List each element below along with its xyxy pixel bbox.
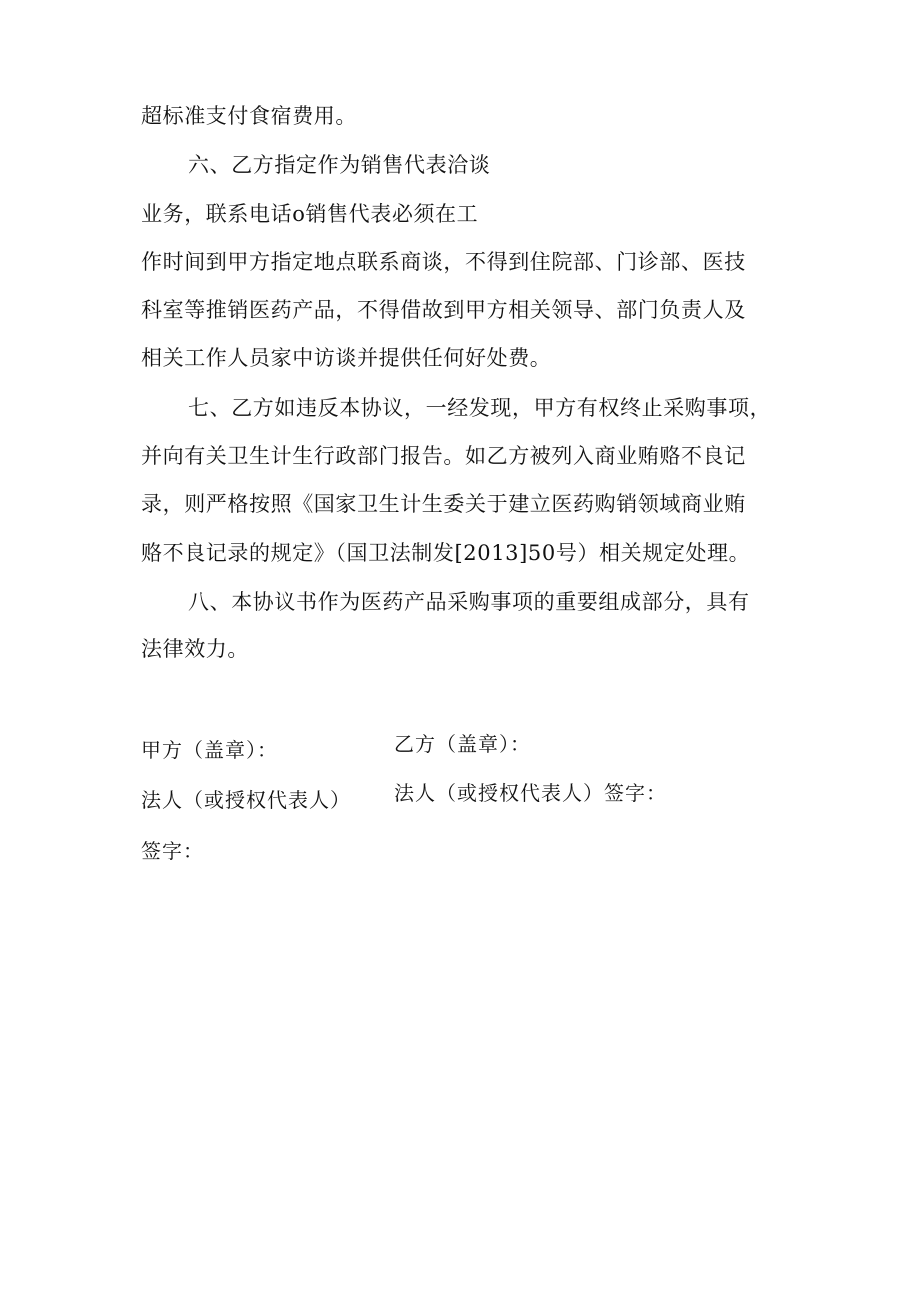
paragraph-line: 超标准支付食宿费用。 (141, 104, 357, 128)
paragraph-line: 作时间到甲方指定地点联系商谈，不得到住院部、门诊部、医技 (141, 250, 746, 274)
party-a-representative-label: 法人（或授权代表人） (141, 788, 351, 812)
paragraph-line: 并向有关卫生计生行政部门报告。如乙方被列入商业贿赂不良记 (141, 444, 746, 468)
paragraph-line: 法律效力。 (141, 637, 249, 661)
paragraph-line: 赂不良记录的规定》（国卫法制发[2013]50号）相关规定处理。 (141, 541, 751, 565)
paragraph-line: 八、本协议书作为医药产品采购事项的重要组成部分，具有 (188, 590, 750, 614)
party-b-seal-label: 乙方（盖章）： (394, 732, 531, 756)
party-a-seal-label: 甲方（盖章）： (141, 738, 278, 762)
party-a-signature-label: 签字： (141, 839, 204, 863)
paragraph-line: 七、乙方如违反本协议，一经发现，甲方有权终止采购事项， (188, 396, 772, 420)
paragraph-line: 业务，联系电话o销售代表必须在工 (141, 202, 479, 226)
party-b-representative-label: 法人（或授权代表人）签字： (394, 781, 667, 805)
paragraph-line: 相关工作人员家中访谈并提供任何好处费。 (141, 346, 552, 370)
paragraph-line: 录，则严格按照《国家卫生计生委关于建立医药购销领域商业贿 (141, 492, 746, 516)
paragraph-line: 科室等推销医药产品，不得借故到甲方相关领导、部门负责人及 (141, 298, 746, 322)
paragraph-line: 六、乙方指定作为销售代表洽谈 (188, 153, 491, 177)
